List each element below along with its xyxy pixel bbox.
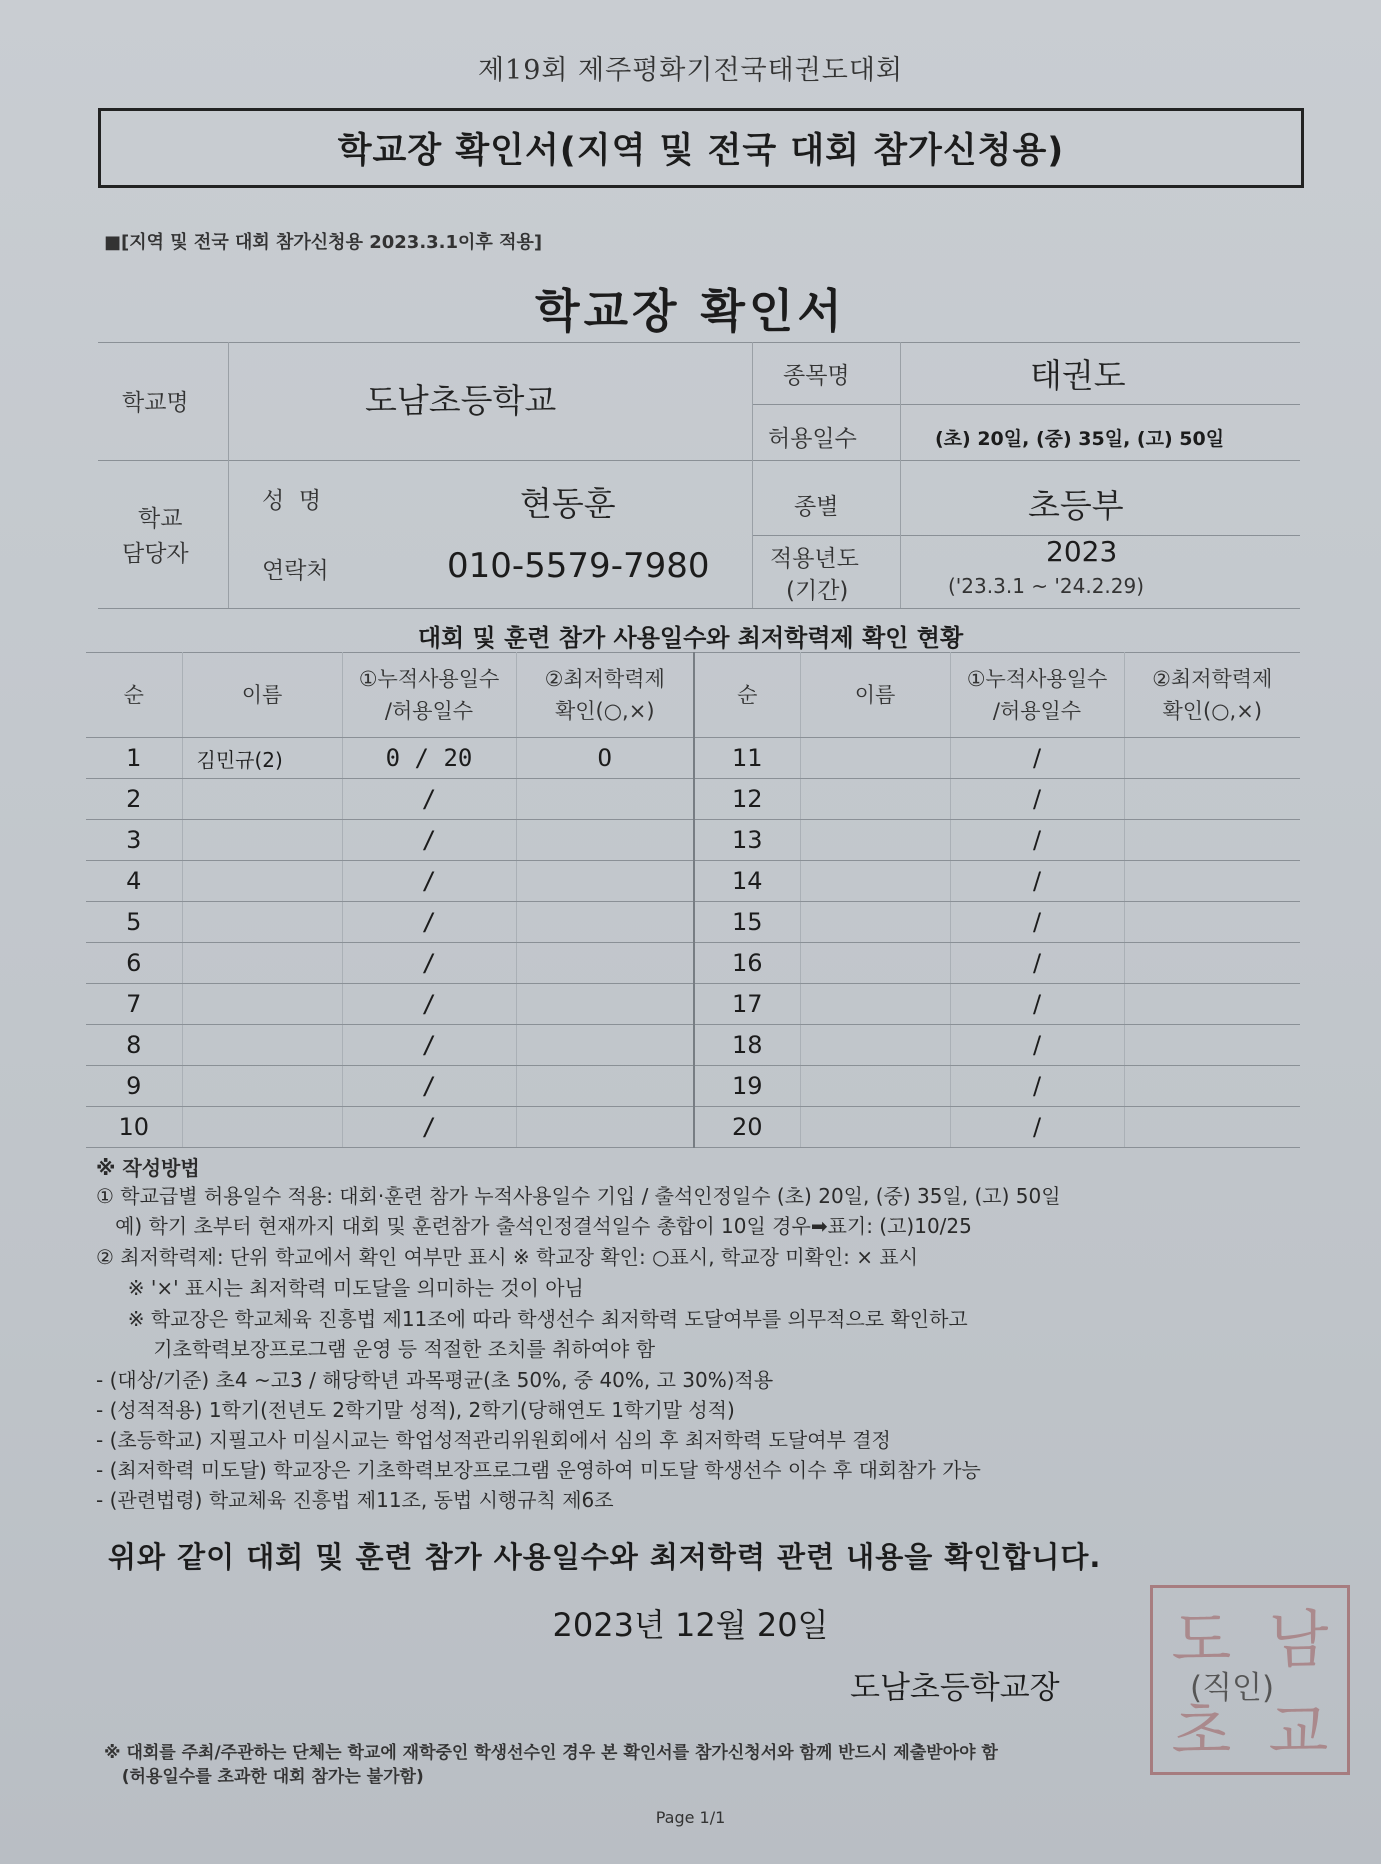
table-row — [86, 738, 1300, 779]
cell-no: 8 — [86, 1025, 182, 1066]
cell-check — [1124, 943, 1300, 984]
instruction-line: - (관련법령) 학교체육 진흥법 제11조, 동법 시행규칙 제6조 — [96, 1488, 614, 1512]
cell-check — [516, 820, 694, 861]
cell-check — [516, 943, 694, 984]
category-label: 종별 — [794, 494, 839, 520]
allowed-days-label: 허용일수 — [768, 426, 857, 452]
cell-name — [800, 1066, 950, 1107]
roster-table — [86, 652, 1300, 1148]
cell-check — [1124, 861, 1300, 902]
cell-name — [182, 984, 342, 1025]
table-row — [86, 861, 1300, 902]
cell-check — [1124, 1066, 1300, 1107]
table-header-row — [86, 653, 1300, 738]
instruction-line: - (대상/기준) 초4 ~고3 / 해당학년 과목평균(초 50%, 중 40%, 고 30%)적용 — [96, 1368, 774, 1392]
cell-days: / — [342, 820, 516, 861]
cell-no: 6 — [86, 943, 182, 984]
manager-label-1: 학교 — [138, 506, 183, 532]
seal-char: 교 — [1268, 1694, 1329, 1768]
cell-name — [800, 902, 950, 943]
info-right-line-2 — [752, 535, 1300, 536]
header-days-right: ①누적사용일수 /허용일수 — [950, 653, 1124, 738]
footnote-line-1: ※ 대회를 주최/주관하는 단체는 학교에 재학중인 학생선수인 경우 본 확인서를 참가신청서와 함께 반드시 제출받아야 함 — [104, 1743, 998, 1763]
cell-name — [800, 779, 950, 820]
cell-no: 12 — [694, 779, 800, 820]
info-right-line-1 — [752, 404, 1300, 405]
instruction-line: ※ '×' 표시는 최저학력 미도달을 의미하는 것이 아님 — [96, 1276, 584, 1300]
header-name-right: 이름 — [800, 653, 950, 738]
seal-char: 남 — [1268, 1602, 1329, 1676]
cell-days: / — [950, 943, 1124, 984]
cell-days: / — [342, 984, 516, 1025]
cell-check — [1124, 738, 1300, 779]
cell-check — [1124, 1025, 1300, 1066]
cell-name — [182, 820, 342, 861]
name-label: 성 명 — [262, 488, 322, 514]
cell-no: 20 — [694, 1107, 800, 1148]
form-heading: 학교장 확인서 — [535, 284, 846, 338]
seal-mark: (직인) — [1190, 1670, 1275, 1706]
instruction-line: - (최저학력 미도달) 학교장은 기초학력보장프로그램 운영하여 미도달 학생선수 이수 후 대회참가 가능 — [96, 1458, 981, 1482]
cell-name — [800, 943, 950, 984]
cell-no: 11 — [694, 738, 800, 779]
cell-check — [516, 1107, 694, 1148]
instruction-line: - (초등학교) 지필고사 미실시교는 학업성적관리위원회에서 심의 후 최저학력 도달여부 결정 — [96, 1428, 891, 1452]
cell-days: / — [950, 984, 1124, 1025]
year-label-2: (기간) — [786, 578, 849, 604]
allowed-days-value: (초) 20일, (중) 35일, (고) 50일 — [935, 428, 1225, 450]
school-label: 학교명 — [122, 390, 189, 416]
year-label-1: 적용년도 — [770, 546, 859, 572]
cell-name — [800, 820, 950, 861]
cell-days: / — [950, 902, 1124, 943]
table-row — [86, 820, 1300, 861]
cell-name — [800, 738, 950, 779]
info-mid-line — [98, 460, 1300, 461]
event-title: 제19회 제주평화기전국태권도대회 — [477, 55, 904, 86]
cell-days: / — [342, 1025, 516, 1066]
info-top-line — [98, 342, 1300, 343]
cell-check — [1124, 1107, 1300, 1148]
table-row — [86, 902, 1300, 943]
cell-no: 7 — [86, 984, 182, 1025]
cell-check — [1124, 779, 1300, 820]
confirmation-statement: 위와 같이 대회 및 훈련 참가 사용일수와 최저학력 관련 내용을 확인합니다. — [108, 1540, 1102, 1574]
seal-char: 초 — [1171, 1694, 1232, 1768]
cell-days: / — [950, 861, 1124, 902]
cell-days: / — [950, 779, 1124, 820]
header-days: ①누적사용일수 /허용일수 — [342, 653, 516, 738]
header-check: ②최저학력제 확인(○,×) — [516, 653, 694, 738]
page-number: Page 1/1 — [655, 1808, 726, 1827]
document-title-box — [98, 108, 1304, 188]
cell-name — [182, 1107, 342, 1148]
cell-days: / — [342, 779, 516, 820]
cell-no: 10 — [86, 1107, 182, 1148]
cell-name — [800, 1107, 950, 1148]
header-no-right: 순 — [694, 653, 800, 738]
cell-name — [182, 902, 342, 943]
cell-name — [182, 1066, 342, 1107]
cell-no: 18 — [694, 1025, 800, 1066]
header-name: 이름 — [182, 653, 342, 738]
cell-days: / — [950, 1066, 1124, 1107]
instruction-line: - (성적적용) 1학기(전년도 2학기말 성적), 2학기(당해연도 1학기말 성적) — [96, 1398, 735, 1422]
table-row — [86, 943, 1300, 984]
instruction-line: ※ 작성방법 — [96, 1156, 200, 1180]
manager-label-2: 담당자 — [122, 541, 189, 567]
principal-name: 도남초등학교장 — [850, 1670, 1060, 1706]
cell-no: 19 — [694, 1066, 800, 1107]
cell-no: 15 — [694, 902, 800, 943]
cell-days: / — [950, 820, 1124, 861]
cell-no: 3 — [86, 820, 182, 861]
cell-no: 5 — [86, 902, 182, 943]
cell-days: / — [342, 1107, 516, 1148]
info-vline-3 — [900, 342, 901, 608]
info-vline-2 — [752, 342, 753, 608]
cell-no: 1 — [86, 738, 182, 779]
sport-value: 태권도 — [1030, 356, 1126, 395]
contact-label: 연락처 — [262, 558, 329, 584]
applicability-note: ■[지역 및 전국 대회 참가신청용 2023.3.1이후 적용] — [104, 232, 543, 253]
cell-name: 김민규(2) — [182, 738, 342, 779]
contact-value: 010-5579-7980 — [447, 546, 710, 586]
header-check-right: ②최저학력제 확인(○,×) — [1124, 653, 1300, 738]
name-value: 현동훈 — [520, 484, 616, 523]
header-no: 순 — [86, 653, 182, 738]
cell-days: / — [342, 943, 516, 984]
cell-days: / — [342, 861, 516, 902]
cell-check — [516, 1025, 694, 1066]
cell-name — [800, 984, 950, 1025]
instruction-line: 기초학력보장프로그램 운영 등 적절한 조치를 취하여야 함 — [96, 1337, 656, 1361]
cell-check — [1124, 984, 1300, 1025]
cell-name — [800, 861, 950, 902]
instruction-line: ※ 학교장은 학교체육 진흥법 제11조에 따라 학생선수 최저학력 도달여부를 의무적으로 확인하고 — [96, 1307, 968, 1331]
cell-no: 9 — [86, 1066, 182, 1107]
footnote-line-2: (허용일수를 초과한 대회 참가는 불가함) — [104, 1767, 424, 1787]
cell-name — [182, 779, 342, 820]
cell-days: / — [950, 738, 1124, 779]
cell-check — [516, 902, 694, 943]
cell-no: 14 — [694, 861, 800, 902]
cell-check — [516, 984, 694, 1025]
category-value: 초등부 — [1028, 486, 1124, 525]
cell-name — [182, 1025, 342, 1066]
cell-days: / — [950, 1107, 1124, 1148]
issue-date: 2023년 12월 20일 — [552, 1606, 829, 1644]
cell-name — [182, 943, 342, 984]
cell-days: 0 / 20 — [342, 738, 516, 779]
year-period: ('23.3.1 ~ '24.2.29) — [948, 574, 1145, 598]
cell-check — [516, 779, 694, 820]
cell-no: 16 — [694, 943, 800, 984]
document-title: 학교장 확인서(지역 및 전국 대회 참가신청용) — [337, 131, 1065, 171]
cell-no: 13 — [694, 820, 800, 861]
section-title: 대회 및 훈련 참가 사용일수와 최저학력제 확인 현황 — [417, 624, 964, 652]
seal-char: 도 — [1171, 1602, 1232, 1676]
cell-check — [516, 1066, 694, 1107]
table-row — [86, 779, 1300, 820]
cell-check — [516, 861, 694, 902]
cell-days: / — [950, 1025, 1124, 1066]
school-value: 도남초등학교 — [365, 381, 557, 420]
table-row — [86, 1107, 1300, 1148]
table-row — [86, 1025, 1300, 1066]
cell-no: 2 — [86, 779, 182, 820]
instruction-line: ② 최저학력제: 단위 학교에서 확인 여부만 표시 ※ 학교장 확인: ○표시, 학교장 미확인: × 표시 — [96, 1245, 919, 1269]
cell-check — [1124, 902, 1300, 943]
cell-days: / — [342, 902, 516, 943]
info-bottom-line — [98, 608, 1300, 609]
cell-no: 17 — [694, 984, 800, 1025]
instruction-line: 예) 학기 초부터 현재까지 대회 및 훈련참가 출석인정결석일수 총합이 10일 경우➡표기: (고)10/25 — [96, 1214, 972, 1238]
cell-check — [1124, 820, 1300, 861]
cell-name — [800, 1025, 950, 1066]
cell-check: O — [516, 738, 694, 779]
sport-label: 종목명 — [783, 363, 850, 389]
table-row — [86, 984, 1300, 1025]
table-row — [86, 1066, 1300, 1107]
cell-days: / — [342, 1066, 516, 1107]
year-value: 2023 — [1046, 535, 1118, 568]
cell-no: 4 — [86, 861, 182, 902]
info-vline-1 — [228, 342, 229, 608]
instruction-line: ① 학교급별 허용일수 적용: 대회·훈련 참가 누적사용일수 기입 / 출석인정일수 (초) 20일, (중) 35일, (고) 50일 — [96, 1184, 1061, 1208]
cell-name — [182, 861, 342, 902]
